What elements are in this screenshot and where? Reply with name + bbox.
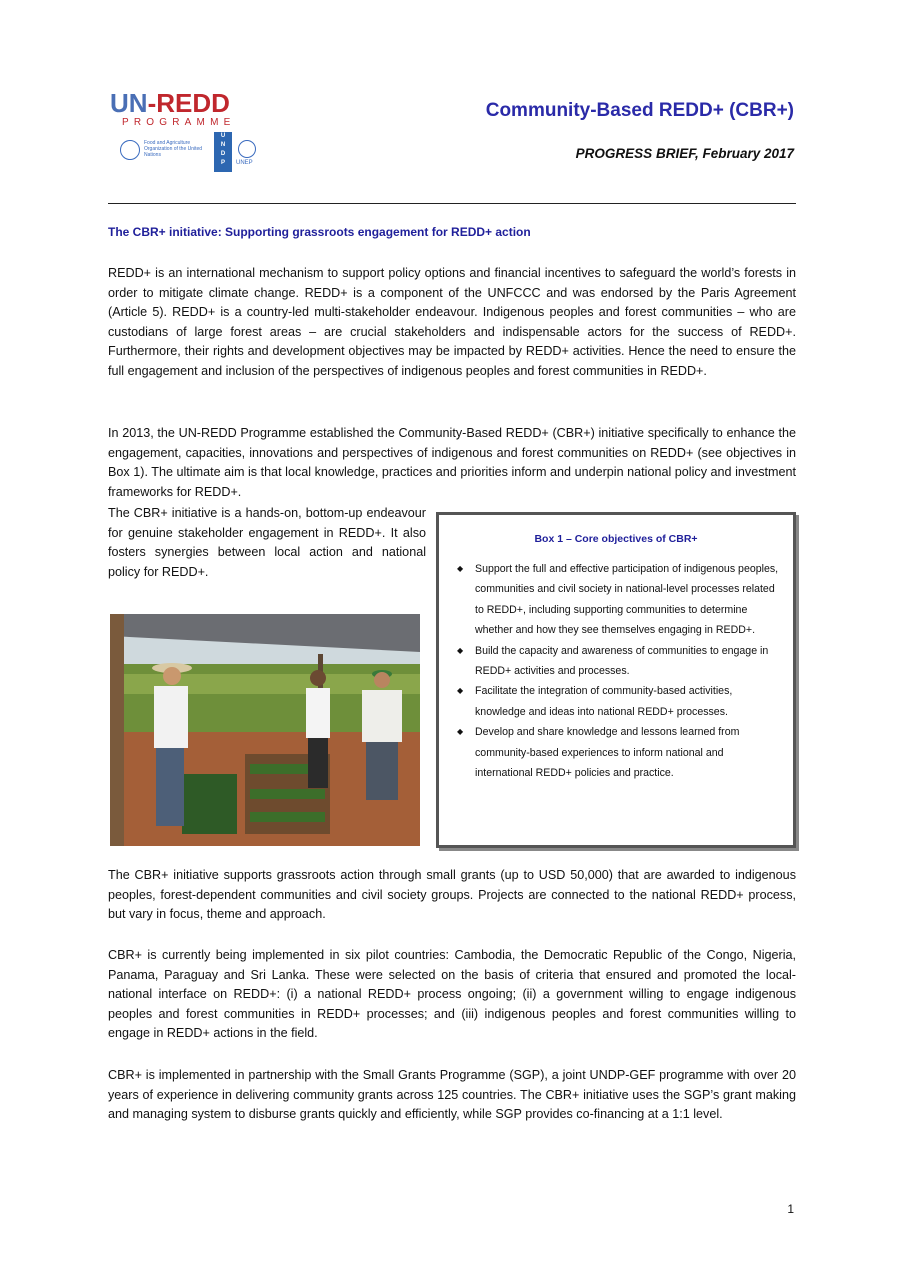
objective-item: ◆ Develop and share knowledge and lessons learned from community-based experiences to inform national and international REDD+ policies and practice. xyxy=(457,722,779,783)
paragraph-hands-on: The CBR+ initiative is a hands-on, bottom-up endeavour for genuine stakeholder engagement in REDD+. It also fosters synergies between local action and national policy for REDD+. xyxy=(108,506,426,579)
undp-letter: P xyxy=(220,160,225,166)
page-number: 1 xyxy=(787,1202,794,1216)
section-heading: The CBR+ initiative: Supporting grassroots engagement for REDD+ action xyxy=(108,225,531,239)
undp-letter: N xyxy=(220,142,226,148)
paragraph-sgp-partnership: CBR+ is implemented in partnership with the Small Grants Programme (SGP), a joint UNDP-GEF programme with over 20 years of experience in delivering community grants across 125 countries. The CBR+ initiative uses the SGP’s grant making and managing system to disburse grants quickly and efficiently, while SGP provides co-financing at a 1:1 level. xyxy=(108,1068,796,1122)
document-title: Community-Based REDD+ (CBR+) xyxy=(485,100,794,121)
fao-emblem-icon xyxy=(120,140,140,160)
undp-letter: U xyxy=(220,133,226,139)
paragraph-establishment: In 2013, the UN-REDD Programme established the Community-Based REDD+ (CBR+) initiative specifically to enhance the engagement, capacities, innovations and perspectives of indigenous and forest communities on REDD+ (see objectives in Box 1). The ultimate aim is that local knowledge, practices and priorities inform and underpin national policy and investment frameworks for REDD+. xyxy=(108,426,796,499)
objective-item: ◆ Build the capacity and awareness of communities to engage in REDD+ activities and processes. xyxy=(457,641,779,682)
paragraph-intro: REDD+ is an international mechanism to support policy options and financial incentives to safeguard the world’s forests in order to mitigate climate change. REDD+ is a component of the UNFCCC and was endorsed by the Paris Agreement (Article 5). REDD+ is a country-led multi-stakeholder endeavour. Indigenous peoples and forest communities – who are custodians of large forest areas – are crucial stakeholders and indispensable actors for the success of REDD+. Furthermore, their rights and development objectives may be impacted by REDD+ activities. Hence the need to ensure the full engagement and inclusion of the perspectives of indigenous peoples and forest communities in REDD+. xyxy=(108,266,796,378)
undp-letter: D xyxy=(220,151,226,157)
field-photo xyxy=(110,614,420,846)
logo-title-dash: - xyxy=(147,88,157,118)
logo-title-redd: REDD xyxy=(156,88,230,118)
logo-subtitle: PROGRAMME xyxy=(122,117,236,128)
document-subtitle: PROGRESS BRIEF, February 2017 xyxy=(575,146,794,161)
objective-item: ◆ Facilitate the integration of community-based activities, knowledge and ideas into national REDD+ processes. xyxy=(457,681,779,722)
undp-logo-icon xyxy=(214,132,232,172)
un-redd-logo xyxy=(110,88,270,188)
objectives-list xyxy=(457,559,779,783)
fao-label: Food and Agriculture Organization of the United Nations xyxy=(144,140,203,158)
logo-title-un: UN xyxy=(110,88,148,118)
unep-label: UNEP xyxy=(236,160,253,166)
logo-title xyxy=(110,88,230,119)
unep-emblem-icon xyxy=(238,140,256,158)
agency-logos xyxy=(120,132,270,176)
box-title: Box 1 – Core objectives of CBR+ xyxy=(534,533,698,545)
objective-item: ◆ Support the full and effective participation of indigenous peoples, communities and civil society in national-level processes related to REDD+, including supporting communities to determine whether and how they see themselves engaging in REDD+. xyxy=(457,559,779,641)
box-core-objectives xyxy=(436,512,796,848)
field-photo-image xyxy=(110,614,420,846)
paragraph-small-grants: The CBR+ initiative supports grassroots action through small grants (up to USD 50,000) that are awarded to indigenous peoples, forest-dependent communities and civil society groups. Projects are connected to the national REDD+ process, but vary in focus, theme and approach. xyxy=(108,868,796,922)
header-divider xyxy=(108,203,796,204)
paragraph-pilot-countries: CBR+ is currently being implemented in six pilot countries: Cambodia, the Democratic Republic of the Congo, Nigeria, Panama, Paraguay and Sri Lanka. These were selected on the basis of criteria that ensured and promoted the local-national interface on REDD+: (i) a national REDD+ process ongoing; (ii) a government willing to engage indigenous peoples and forest communities in REDD+ processes; and (iii) indigenous peoples and forest communities willing to engage in REDD+ actions in the field. xyxy=(108,948,796,1041)
